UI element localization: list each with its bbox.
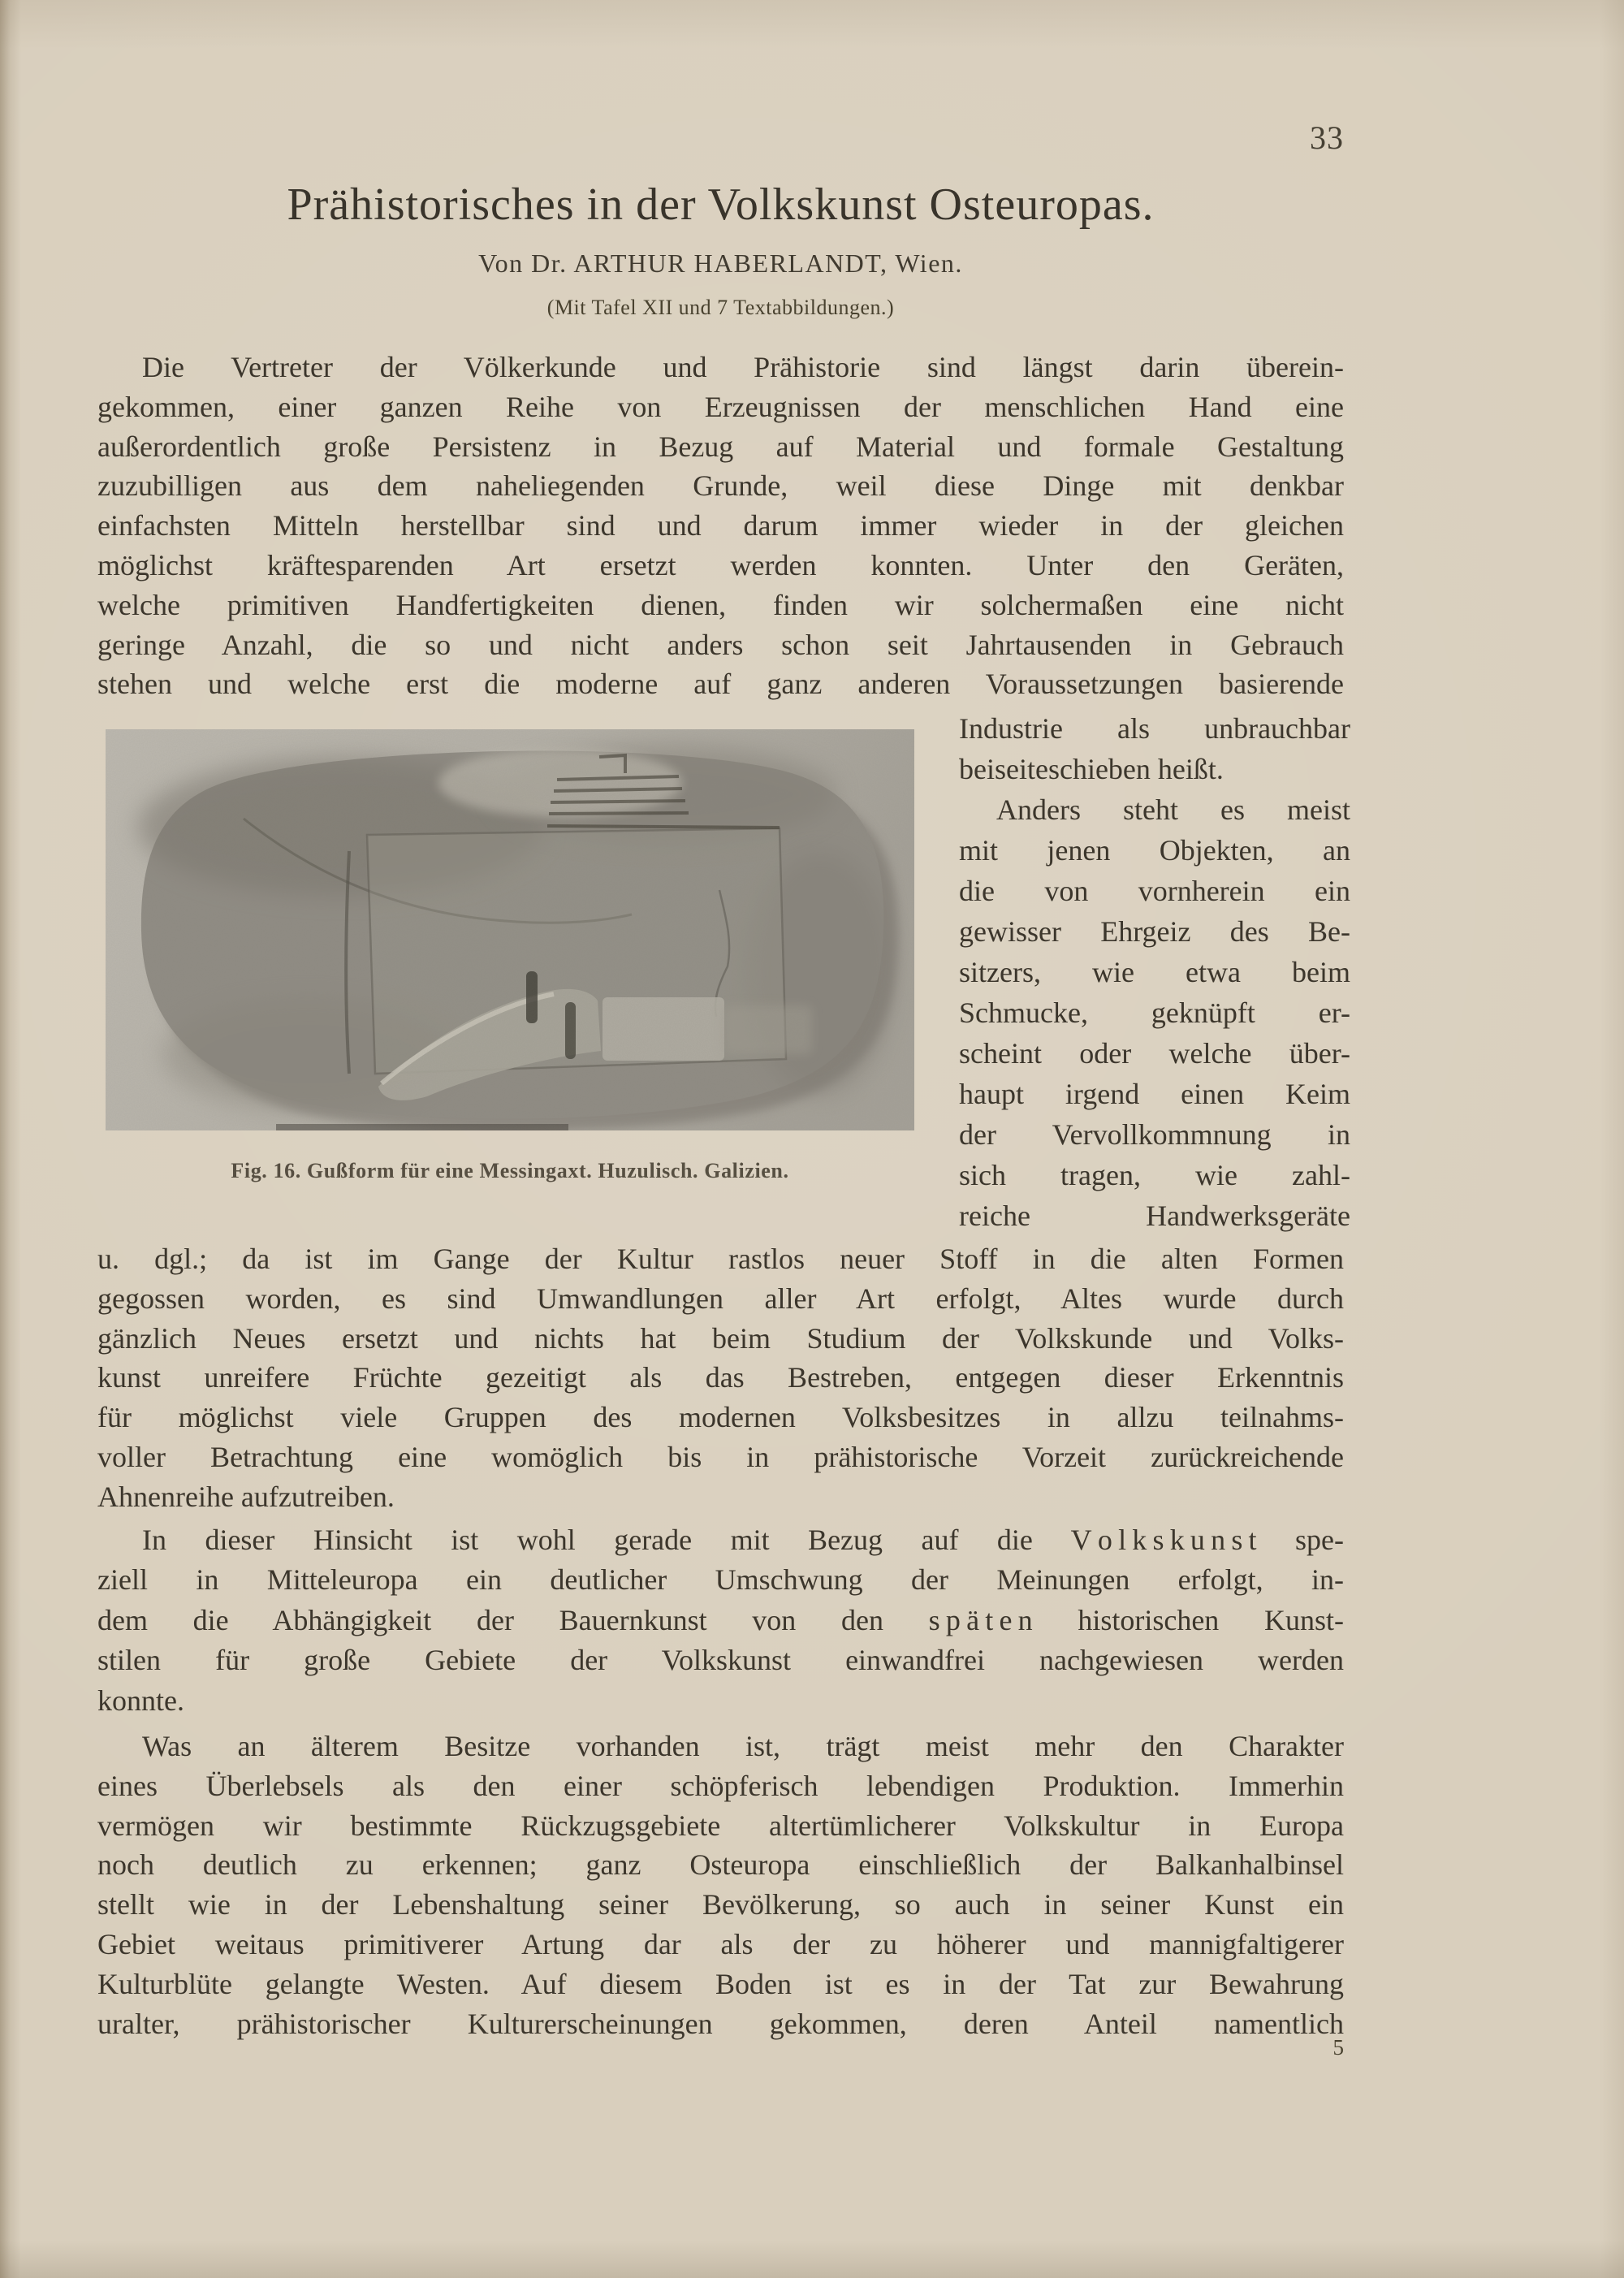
text-line: geringe Anzahl, die so und nicht anders schon seit Jahrtausenden in Gebrauch: [97, 628, 1344, 661]
text-line: scheint oder welche über-: [959, 1037, 1350, 1070]
text-line: der Vervollkommnung in: [959, 1118, 1350, 1151]
text-line: Industrie als unbrauchbar: [959, 712, 1350, 745]
text-line: haupt irgend einen Keim: [959, 1078, 1350, 1110]
text-line: stehen und welche erst die moderne auf ganz anderen Voraussetzungen basierende: [97, 668, 1344, 701]
text-line: reiche Handwerksgeräte: [959, 1200, 1350, 1232]
text-line: noch deutlich zu erkennen; ganz Osteuropa einschließlich der Balkanhalbinsel: [97, 1848, 1344, 1882]
article-byline: Von Dr. ARTHUR HABERLANDT, Wien.: [478, 249, 963, 278]
text-line: für möglichst viele Gruppen des modernen Volksbesitzes in allzu teilnahms-: [97, 1401, 1344, 1434]
paragraph-2: [97, 1520, 1344, 1721]
text-line: eines Überlebsels als den einer schöpferisch lebendigen Produktion. Immerhin: [97, 1769, 1344, 1802]
signature-mark: 5: [1332, 2035, 1344, 2060]
text-line: vermögen wir bestimmte Rückzugsgebiete altertümlicherer Volkskultur in Europa: [97, 1809, 1344, 1842]
text-line: Die Vertreter der Völkerkunde und Prähistorie sind längst darin überein-: [142, 351, 1344, 383]
text-line: ziell in Mitteleuropa ein deutlicher Umschwung der Meinungen erfolgt, in-: [97, 1563, 1344, 1597]
paragraph-3: [97, 1727, 1344, 2043]
text-line: sitzers, wie etwa beim: [959, 956, 1350, 988]
text-column-beside-figure: [959, 708, 1350, 1236]
text-line: einfachsten Mitteln herstellbar sind und darum immer wieder in der gleichen: [97, 509, 1344, 542]
paragraph-1: [97, 348, 1344, 704]
figure-16: [106, 729, 914, 1130]
paragraph-1-continued: [97, 1239, 1344, 1517]
photo-grain: [106, 729, 914, 1130]
text-line: stilen für große Gebiete der Volkskunst einwandfrei nachgewiesen werden: [97, 1644, 1344, 1677]
text-line: Ahnenreihe aufzutreiben.: [97, 1480, 395, 1513]
text-line: zuzubilligen aus dem naheliegenden Grunde, weil diese Dinge mit denkbar: [97, 469, 1344, 503]
text-line: gänzlich Neues ersetzt und nichts hat beim Studium der Volkskunde und Volks-: [97, 1321, 1344, 1355]
text-line: In dieser Hinsicht ist wohl gerade mit Bezug auf die V o l k s k u n s t spe-: [142, 1524, 1344, 1556]
text-line: mit jenen Objekten, an: [959, 834, 1350, 867]
text-line: dem die Abhängigkeit der Bauernkunst von den s p ä t e n historischen Kunst-: [97, 1603, 1344, 1636]
text-line: Kulturblüte gelangte Westen. Auf diesem Boden ist es in der Tat zur Bewahrung: [97, 1967, 1344, 2000]
text-line: gewisser Ehrgeiz des Be-: [959, 915, 1350, 948]
text-line: beiseiteschieben heißt.: [959, 753, 1224, 785]
text-line: Gebiet weitaus primitiverer Artung dar als der zu höherer und mannigfaltigerer: [97, 1927, 1344, 1960]
figure-caption: Fig. 16. Gußform für eine Messingaxt. Huzulisch. Galizien.: [231, 1159, 789, 1182]
text-line: möglichst kräftesparenden Art ersetzt werden konnten. Unter den Geräten,: [97, 548, 1344, 581]
text-line: gekommen, einer ganzen Reihe von Erzeugnissen der menschlichen Hand eine: [97, 390, 1344, 423]
article-note: (Mit Tafel XII und 7 Textabbildungen.): [546, 296, 895, 319]
text-line: Anders steht es meist: [996, 793, 1350, 826]
text-line: die von vornherein ein: [959, 875, 1350, 907]
text-line: gegossen worden, es sind Umwandlungen aller Art erfolgt, Altes wurde durch: [97, 1282, 1344, 1315]
article-title: Prähistorisches in der Volkskunst Osteuropas.: [287, 179, 1155, 230]
text-line: außerordentlich große Persistenz in Bezug auf Material und formale Gestaltung: [97, 430, 1344, 463]
text-line: Schmucke, geknüpft er-: [959, 996, 1350, 1029]
text-line: stellt wie in der Lebenshaltung seiner Bevölkerung, so auch in seiner Kunst ein: [97, 1888, 1344, 1921]
text-line: voller Betrachtung eine womöglich bis in prähistorische Vorzeit zurückreichende: [97, 1440, 1344, 1473]
text-line: kunst unreifere Früchte gezeitigt als das Bestreben, entgegen dieser Erkenntnis: [97, 1361, 1344, 1394]
page-number: 33: [1310, 119, 1344, 156]
text-line: sich tragen, wie zahl-: [959, 1159, 1350, 1191]
text-line: u. dgl.; da ist im Gange der Kultur rastlos neuer Stoff in die alten Formen: [97, 1243, 1344, 1275]
text-line: uralter, prähistorischer Kulturerscheinungen gekommen, deren Anteil namentlich: [97, 2007, 1344, 2040]
text-line: welche primitiven Handfertigkeiten dienen, finden wir solchermaßen eine nicht: [97, 588, 1344, 621]
text-line: konnte.: [97, 1684, 184, 1717]
mold-photo: [106, 729, 914, 1130]
text-line: Was an älterem Besitze vorhanden ist, trägt meist mehr den Charakter: [142, 1730, 1344, 1762]
